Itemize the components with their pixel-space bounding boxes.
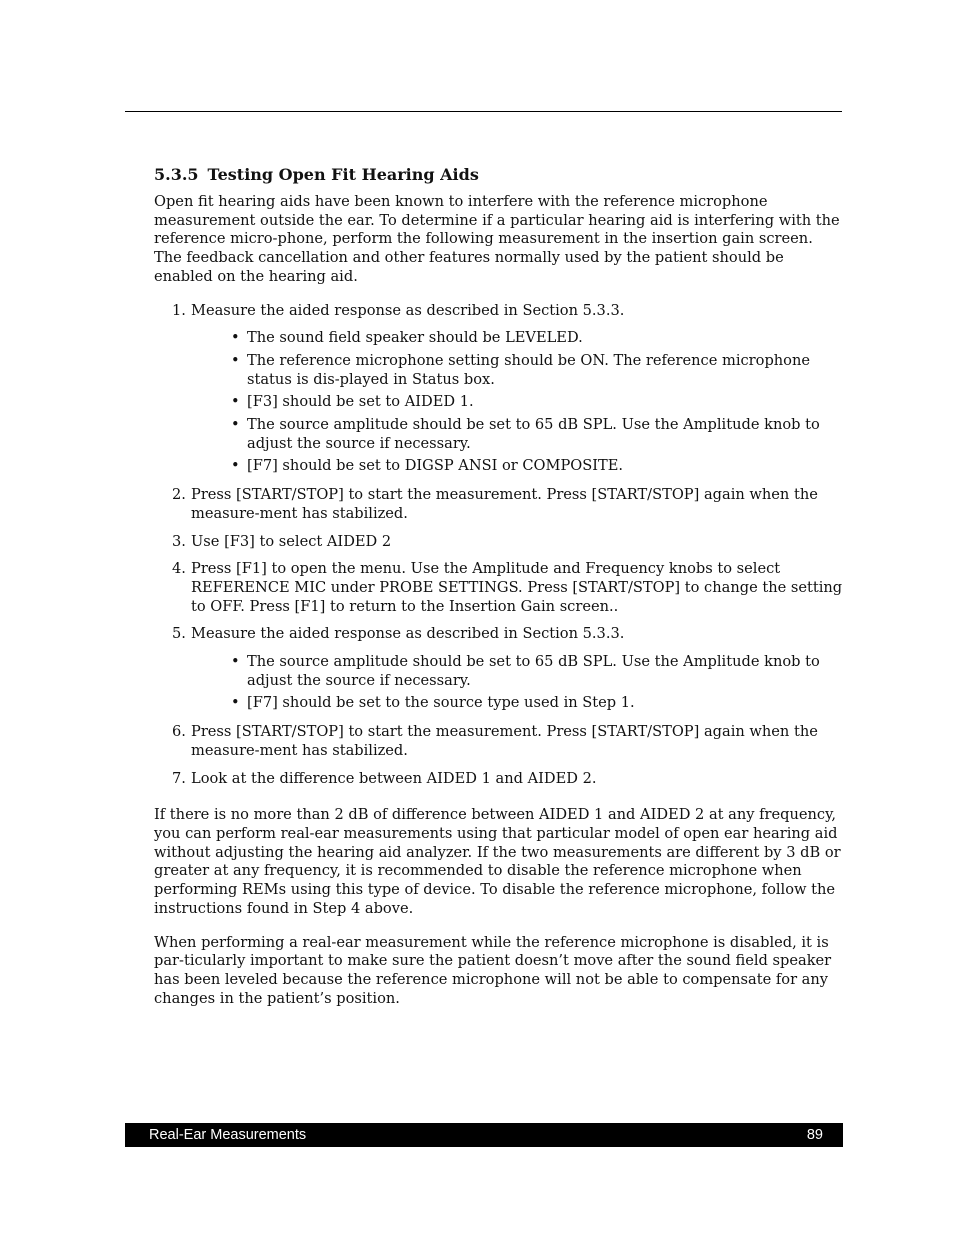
bullet-icon: • <box>231 393 240 411</box>
bullet-icon: • <box>231 653 240 671</box>
bullet-icon: • <box>231 329 240 347</box>
step-item <box>154 302 844 477</box>
bullet-item <box>191 393 844 412</box>
bullet-text: The source amplitude should be set to 65 dB SPL. Use the Amplitude knob to adjust the source if necessary. <box>247 653 820 689</box>
step-number: 1. <box>172 301 186 319</box>
section-title: Testing Open Fit Hearing Aids <box>207 165 479 184</box>
page-body <box>154 164 844 1023</box>
step-number: 4. <box>172 560 186 578</box>
step-item <box>154 486 844 523</box>
step-item <box>154 560 844 616</box>
bullet-icon: • <box>231 694 240 712</box>
steps-list <box>154 302 844 789</box>
bullet-text: [F3] should be set to AIDED 1. <box>247 393 474 411</box>
bullet-item <box>191 653 844 690</box>
bullet-icon: • <box>231 416 240 434</box>
step-text: Measure the aided response as described in Section 5.3.3. <box>191 625 625 643</box>
step-number: 7. <box>172 769 186 787</box>
step-bullets <box>191 329 844 476</box>
bullet-text: [F7] should be set to the source type used in Step 1. <box>247 694 635 712</box>
step-text: Press [F1] to open the menu. Use the Amplitude and Frequency knobs to select REFERENCE MIC under PROBE SETTINGS. Press [START/STOP] to change the setting to OFF. Press [F1] to return to the Insertion Gain screen.. <box>191 560 843 615</box>
bullet-text: The sound field speaker should be LEVELED. <box>247 329 583 347</box>
step-number: 5. <box>172 625 186 643</box>
step-item <box>154 723 844 760</box>
step-text: Measure the aided response as described in Section 5.3.3. <box>191 301 625 319</box>
bullet-icon: • <box>231 457 240 475</box>
intro-paragraph: Open fit hearing aids have been known to interfere with the reference microphone measurement outside the ear. To determine if a particular hearing aid is interfering with the reference micro-phone, perform the following measurement in the insertion gain screen. The feedback cancellation and other features normally used by the patient should be enabled on the hearing aid. <box>154 193 840 285</box>
bullet-item <box>191 329 844 348</box>
bullet-text: The source amplitude should be set to 65 dB SPL. Use the Amplitude knob to adjust the source if necessary. <box>247 416 820 452</box>
header-rule <box>125 111 842 112</box>
step-number: 2. <box>172 486 186 504</box>
footer-page-number: 89 <box>806 1127 823 1143</box>
bullet-text: The reference microphone setting should be ON. The reference microphone status is dis-played in Status box. <box>247 351 811 388</box>
bullet-item <box>191 416 844 453</box>
page-footer <box>125 1123 843 1147</box>
bullet-text: [F7] should be set to DIGSP ANSI or COMPOSITE. <box>247 457 624 475</box>
step-number: 6. <box>172 723 186 741</box>
step-item <box>154 533 844 552</box>
bullet-icon: • <box>231 351 240 369</box>
bullet-item <box>191 694 844 713</box>
footer-chapter-title: Real-Ear Measurements <box>149 1127 307 1143</box>
bullet-item <box>191 457 844 476</box>
step-item <box>154 770 844 789</box>
step-item <box>154 625 844 713</box>
step-bullets <box>191 653 844 713</box>
section-number: 5.3.5 <box>154 165 199 184</box>
step-text: Press [START/STOP] to start the measurement. Press [START/STOP] again when the measure-ment has stabilized. <box>191 723 818 759</box>
step-text: Use [F3] to select AIDED 2 <box>191 532 392 550</box>
bullet-item <box>191 352 844 389</box>
section-heading <box>154 164 844 186</box>
warning-paragraph: When performing a real-ear measurement while the reference microphone is disabled, it is par-ticularly important to make sure the patient doesn’t move after the sound field speaker has been leveled because the reference microphone will not be able to compensate for any changes in the patient’s position. <box>154 933 832 1007</box>
step-text: Look at the difference between AIDED 1 and AIDED 2. <box>191 769 597 787</box>
step-text: Press [START/STOP] to start the measurement. Press [START/STOP] again when the measure-ment has stabilized. <box>191 486 818 522</box>
summary-paragraph: If there is no more than 2 dB of difference between AIDED 1 and AIDED 2 at any frequency, you can perform real-ear measurements using that particular model of open ear hearing aid without adjusting the hearing aid analyzer. If the two measurements are different by 3 dB or greater at any frequency, it is recommended to disable the reference microphone when performing REMs using this type of device. To disable the reference microphone, follow the instructions found in Step 4 above. <box>154 806 841 917</box>
step-number: 3. <box>172 532 186 550</box>
